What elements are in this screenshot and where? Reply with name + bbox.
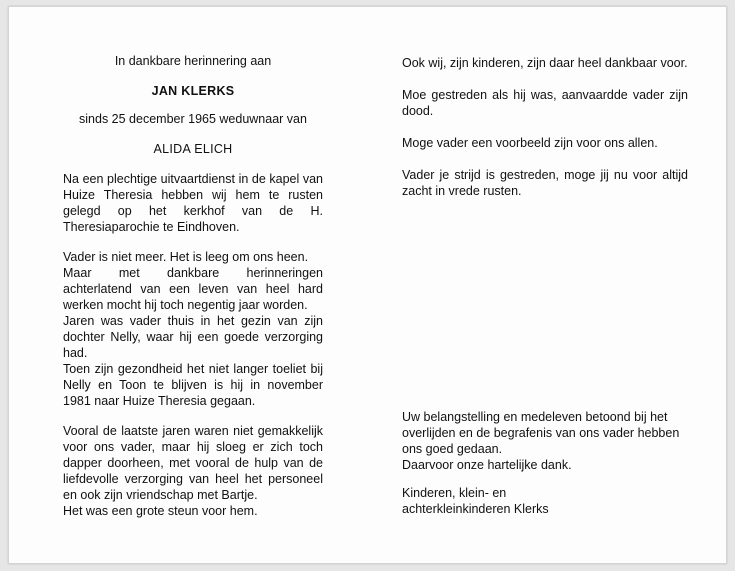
spouse-name: ALIDA ELICH	[153, 142, 233, 156]
gratitude-paragraph: Ook wij, zijn kinderen, zijn daar heel dankbaar voor.	[402, 56, 688, 70]
thanks-section	[402, 409, 688, 517]
right-column	[402, 55, 688, 215]
signature-line-1: Kinderen, klein- en	[402, 486, 507, 500]
memory-line-4: Toen zijn gezondheid het niet langer toeliet bij Nelly en Toon te blijven is hij in november 1981 naar Huize Theresia gegaan.	[63, 362, 323, 408]
thanks-closing: Daarvoor onze hartelijke dank.	[402, 458, 572, 472]
memory-line-2: Maar met dankbare herinneringen achterlatend van een leven van heel hard werken mocht hij toch negentig jaar worden.	[63, 266, 323, 312]
memorial-card	[8, 6, 727, 564]
acceptance-paragraph: Moe gestreden als hij was, aanvaardde vader zijn dood.	[402, 88, 688, 118]
memory-line-1: Vader is niet meer. Het is leeg om ons heen.	[63, 250, 309, 264]
signature-line-2: achterkleinkinderen Klerks	[402, 502, 549, 516]
widower-line: sinds 25 december 1965 weduwnaar van	[79, 112, 307, 126]
memory-line-3: Jaren was vader thuis in het gezin van zijn dochter Nelly, waar hij een goede verzorging had.	[63, 314, 323, 360]
funeral-paragraph: Na een plechtige uitvaartdienst in de kapel van Huize Theresia hebben wij hem te rusten gelegd op het kerkhof van de H. Theresiaparochie te Eindhoven.	[63, 172, 323, 234]
left-column	[63, 53, 323, 519]
support-line: Het was een grote steun voor hem.	[63, 504, 258, 518]
last-years-paragraph: Vooral de laatste jaren waren niet gemakkelijk voor ons vader, maar hij sloeg er zich toch dapper doorheen, met vooral de hulp van de liefdevolle verzorging van heel het personeel en ook zijn vriendschap met Bartje.	[63, 424, 323, 502]
deceased-name: JAN KLERKS	[151, 84, 235, 98]
thanks-text: Uw belangstelling en medeleven betoond bij het overlijden en de begrafenis van ons vader hebben ons goed gedaan.	[402, 410, 680, 456]
example-paragraph: Moge vader een voorbeeld zijn voor ons allen.	[402, 136, 658, 150]
intro-line: In dankbare herinnering aan	[114, 54, 272, 68]
rest-paragraph: Vader je strijd is gestreden, moge jij nu voor altijd zacht in vrede rusten.	[402, 168, 688, 198]
